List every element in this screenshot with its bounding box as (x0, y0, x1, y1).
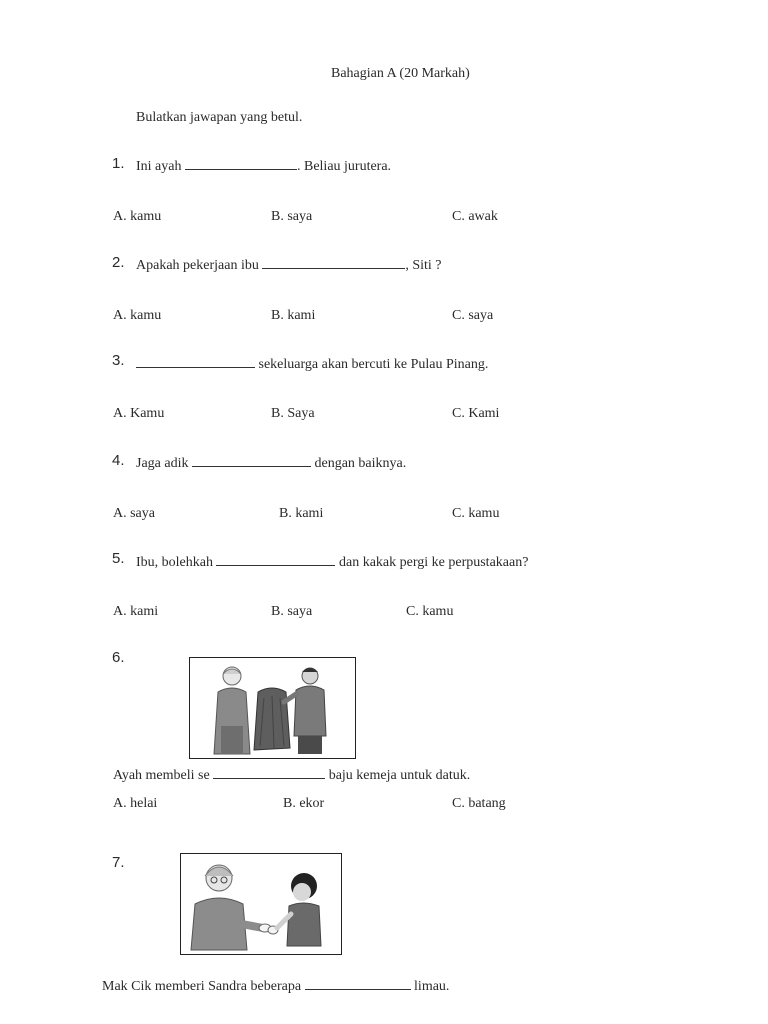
question-text-after: limau. (414, 979, 450, 994)
question-number: 4. (112, 452, 125, 469)
question-number: 7. (112, 854, 125, 871)
man-giving-shirt-to-grandfather-image (190, 658, 355, 758)
question-text-before: Apakah pekerjaan ibu (136, 258, 259, 273)
question-text-after: sekeluarga akan bercuti ke Pulau Pinang. (258, 357, 489, 372)
section-title: Bahagian A (20 Markah) (331, 66, 470, 81)
option-c[interactable]: C. batang (452, 796, 506, 811)
question-text-after: dan kakak pergi ke perpustakaan? (338, 555, 529, 570)
question-text-after: . Beliau jurutera. (296, 159, 392, 174)
question-5-text (136, 553, 528, 571)
question-7-text (102, 977, 449, 995)
question-number: 1. (112, 155, 125, 172)
option-b[interactable]: B. ekor (283, 796, 325, 811)
question-text-before: Ibu, bolehkah (136, 555, 213, 570)
question-text-before: Mak Cik memberi Sandra beberapa (102, 979, 302, 994)
option-b[interactable]: B. kami (271, 308, 316, 323)
option-c[interactable]: C. Kami (452, 406, 500, 421)
question-1-text (136, 157, 391, 175)
option-a[interactable]: A. kamu (113, 209, 162, 224)
option-a[interactable]: A. Kamu (113, 406, 165, 421)
answer-blank (305, 977, 411, 990)
option-b[interactable]: B. saya (271, 209, 313, 224)
question-3-text (136, 355, 488, 373)
question-4-text (136, 454, 406, 472)
question-text-before: Ini ayah (136, 159, 182, 174)
option-b[interactable]: B. saya (271, 604, 313, 619)
option-a[interactable]: A. helai (113, 796, 158, 811)
answer-blank (136, 355, 255, 368)
question-number: 5. (112, 550, 125, 567)
question-text-before: Jaga adik (136, 456, 189, 471)
instruction-text: Bulatkan jawapan yang betul. (136, 110, 303, 125)
option-c[interactable]: C. awak (452, 209, 498, 224)
question-2-text (136, 256, 442, 274)
question-number: 6. (112, 649, 125, 666)
question-text-after: baju kemeja untuk datuk. (328, 768, 471, 783)
answer-blank (185, 157, 297, 170)
question-number: 2. (112, 254, 125, 271)
question-text-before: Ayah membeli se (113, 768, 210, 783)
option-a[interactable]: A. kami (113, 604, 159, 619)
aunt-giving-limes-to-girl-image (181, 854, 341, 954)
answer-blank (262, 256, 405, 269)
answer-blank (216, 553, 335, 566)
option-c[interactable]: C. kamu (452, 506, 500, 521)
option-a[interactable]: A. kamu (113, 308, 162, 323)
question-text-after: , Siti ? (405, 258, 442, 273)
answer-blank (213, 766, 325, 779)
option-b[interactable]: B. kami (279, 506, 324, 521)
option-a[interactable]: A. saya (113, 506, 155, 521)
question-6-illustration (189, 657, 356, 759)
option-c[interactable]: C. kamu (406, 604, 454, 619)
question-text-after: dengan baiknya. (314, 456, 407, 471)
question-number: 3. (112, 352, 125, 369)
question-6-text (113, 766, 470, 784)
option-c[interactable]: C. saya (452, 308, 494, 323)
question-7-illustration (180, 853, 342, 955)
answer-blank (192, 454, 311, 467)
option-b[interactable]: B. Saya (271, 406, 315, 421)
